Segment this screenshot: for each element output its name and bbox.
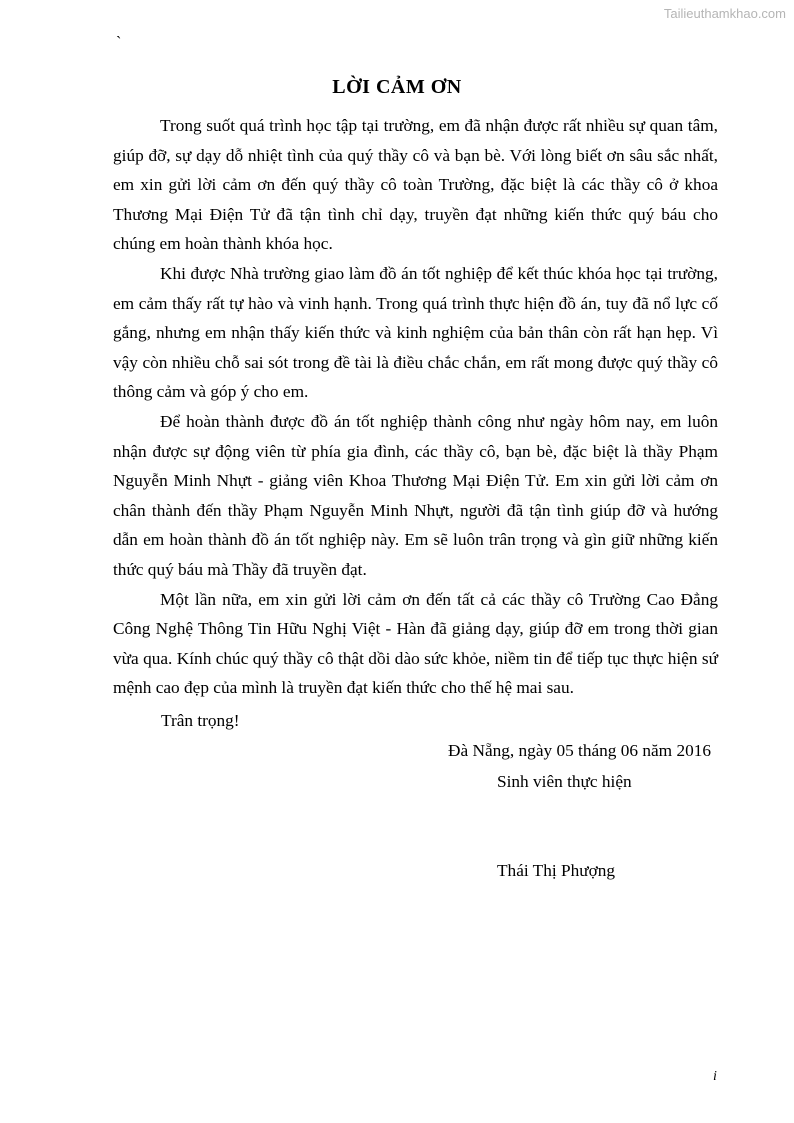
page-number: i <box>713 1069 717 1084</box>
acknowledgement-body <box>113 111 718 703</box>
signer-role: Sinh viên thực hiện <box>497 772 632 791</box>
closing-line: Trân trọng! <box>161 711 240 730</box>
page-title: LỜI CẢM ƠN <box>332 76 462 98</box>
paragraph-3: Để hoàn thành được đồ án tốt nghiệp thành công như ngày hôm nay, em luôn nhận được sự động viên từ phía gia đình, các thầy cô, bạn bè, đặc biệt là thầy Phạm Nguyễn Minh Nhựt - giảng viên Khoa Thương Mại Điện Tử. Em xin gửi lời cảm ơn chân thành đến thầy Phạm Nguyễn Minh Nhựt, người đã tận tình giúp đỡ và hướng dẫn em hoàn thành đồ án tốt nghiệp này. Em sẽ luôn trân trọng và gìn giữ những kiến thức quý báu mà Thầy đã truyền đạt. <box>113 411 718 579</box>
stray-mark: ` <box>116 34 122 51</box>
watermark-text: Tailieuthamkhao.com <box>663 6 786 21</box>
paragraph-1: Trong suốt quá trình học tập tại trường, em đã nhận được rất nhiều sự quan tâm, giúp đỡ, sự dạy dỗ nhiệt tình của quý thầy cô và bạn bè. Với lòng biết ơn sâu sắc nhất, em xin gửi lời cảm ơn đến quý thầy cô toàn Trường, đặc biệt là các thầy cô ở khoa Thương Mại Điện Tử đã tận tình chỉ dạy, truyền đạt những kiến thức quý báu cho chúng em hoàn thành khóa học. <box>113 116 718 254</box>
date-location: Đà Nẵng, ngày 05 tháng 06 năm 2016 <box>448 741 712 760</box>
paragraph-2: Khi được Nhà trường giao làm đồ án tốt nghiệp để kết thúc khóa học tại trường, em cảm thấy rất tự hào và vinh hạnh. Trong quá trình thực hiện đồ án, tuy đã nổ lực cố gắng, nhưng em nhận thấy kiến thức và kinh nghiệm của bản thân còn rất hạn hẹp. Vì vậy còn nhiều chỗ sai sót trong đề tài là điều chắc chắn, em rất mong được quý thầy cô thông cảm và góp ý cho em. <box>113 263 718 402</box>
paragraph-4: Một lần nữa, em xin gửi lời cảm ơn đến tất cả các thầy cô Trường Cao Đẳng Công Nghệ Thông Tin Hữu Nghị Việt - Hàn đã giảng dạy, giúp đỡ em trong thời gian vừa qua. Kính chúc quý thầy cô thật dồi dào sức khỏe, niềm tin để tiếp tục thực hiện sứ mệnh cao đẹp của mình là truyền đạt kiến thức cho thế hệ mai sau. <box>113 589 718 698</box>
signer-name: Thái Thị Phượng <box>497 861 616 880</box>
